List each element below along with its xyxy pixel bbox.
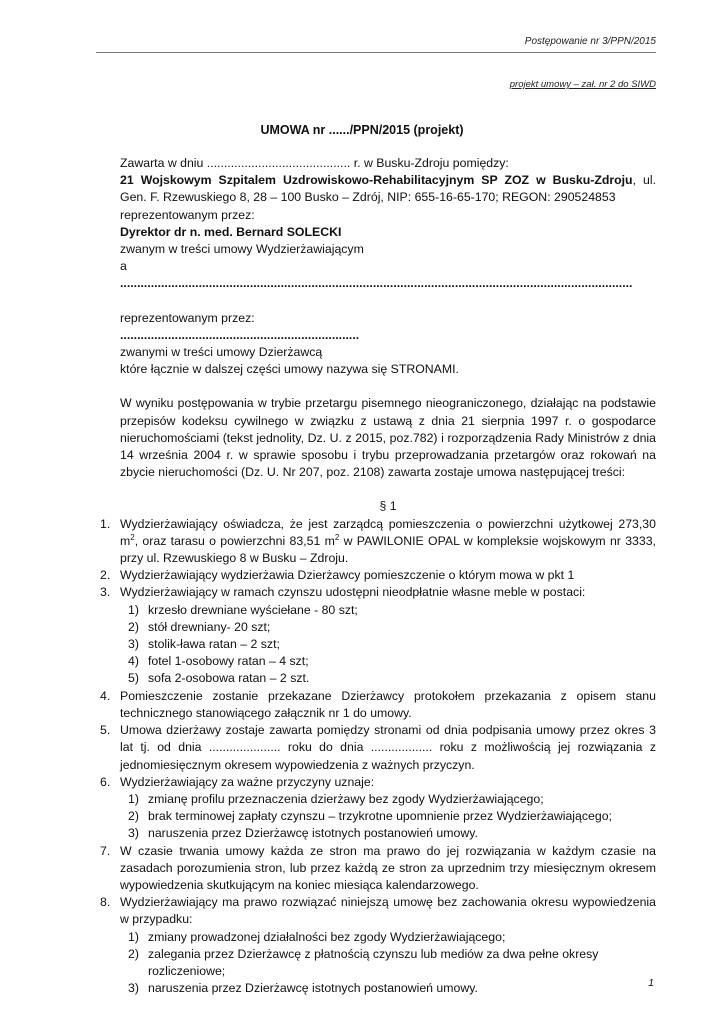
- clause-3: 3. Wydzierżawiający w ramach czynszu udostępni nieodpłatnie własne meble w postaci: 1) krzesło drewniane wyściełane - 80 szt; 2) stół drewniany- 20 szt; 3) stolik-ława ratan – 2 szt; 4) fotel 1-osobowy ratan – 4 szt; 5) sofa 2-osobowa ratan – 2 szt.: [120, 584, 656, 687]
- list-item: 3) naruszenia przez Dzierżawcę istotnych postanowień umowy.: [128, 826, 478, 841]
- list-item: 2) zalegania przez Dzierżawcę z płatnością czynszu lub mediów za dwa pełne okresy rozliczeniowe;: [128, 946, 599, 978]
- lessor-address: , ul. Gen. F. Rzewuskiego 8, 28 – 100 Busko – Zdrój, NIP: 655-16-65-170; REGON: 290524853: [120, 173, 656, 205]
- list-item: 1) zmiany prowadzonej działalności bez zgody Wydzierżawiającego;: [128, 929, 506, 944]
- lessor-name: 21 Wojskowym Szpitalem Uzdrowiskowo-Rehabilitacyjnym SP ZOZ w Busku-Zdroju: [120, 173, 633, 188]
- clause-2: 2. Wydzierżawiający wydzierżawia Dzierżawcy pomieszczenie o którym mowa w pkt 1: [100, 568, 575, 583]
- concluded-line: Zawarta w dniu .......................................... r. w Busku-Zdroju pomiędzy:: [120, 156, 509, 170]
- procedure-reference: Postępowanie nr 3/PPN/2015: [524, 36, 656, 47]
- valid-reasons-list: [120, 791, 656, 843]
- called-lessor: zwanym w treści umowy Wydzierżawiającym: [120, 242, 364, 257]
- list-item: 3) stolik-ława ratan – 2 szt;: [128, 637, 280, 652]
- clause-1: 1. Wydzierżawiający oświadcza, że jest zarządcą pomieszczenia o powierzchni użytkowej 273,30 $m^2$, oraz tarasu o powierzchni 83,51 $m^2$ w PAWILONIE OPAL w kompleksie wojskowym nr 3333, przy ul. Rzewuskiego 8 w Busku – Zdroju.: [100, 516, 656, 566]
- director-name: Dyrektor dr n. med. Bernard SOLECKI: [120, 224, 342, 239]
- header-divider: [96, 52, 656, 53]
- document-title: UMOWA nr ....../PPN/2015 (projekt): [260, 123, 464, 137]
- list-item: 5) sofa 2-osobowa ratan – 2 szt.: [128, 671, 310, 686]
- list-item: 1) zmianę profilu przeznaczenia dzierżawy bez zgody Wydzierżawiającego;: [128, 791, 544, 806]
- list-item: 2) brak terminowej zapłaty czynszu – trzykrotne upomnienie przez Wydzierżawiającego;: [128, 809, 612, 824]
- clause-8: 8. Wydzierżawiający ma prawo rozwiązać niniejszą umowę bez zachowania okresu wypowiedzenia w przypadku: 1) zmiany prowadzonej działalności bez zgody Wydzierżawiającego; 2) zalegania przez Dzierżawcę z płatnością czynszu lub mediów za dwa pełne okresy rozliczeniowe; 3) naruszenia przez Dzierżawcę istotnych postanowień umowy.: [120, 894, 656, 997]
- represented-by-lessee: reprezentowanym przez:: [120, 310, 255, 325]
- intro-paragraph: W wyniku postępowania w trybie przetargu pisemnego nieograniczonego, działając na podstawie przepisów kodeksu cywilnego w związku z ustawą z dnia 21 sierpnia 1997 r. o gospodarce nieruchomościami (tekst jednolity, Dz. U. z 2015, poz.782) i rozporządzenia Rady Ministrów z dnia 14 września 2004 r. w sprawie sposobu i trybu przeprowadzania przetargów oraz rokowań na zbycie nieruchomości (Dz. U. Nr 207, poz. 2108) zawarta zostaje umowa następującej treści:: [120, 396, 656, 480]
- list-item: 2) stół drewniany- 20 szt;: [128, 619, 271, 634]
- lessee-placeholder: ......................................................................................................................................................: [120, 276, 633, 291]
- list-item: 4) fotel 1-osobowy ratan – 4 szt;: [128, 654, 309, 669]
- termination-list: [120, 929, 656, 998]
- clause-list: [100, 516, 656, 998]
- clause-4: 4. Pomieszczenie zostanie przekazane Dzierżawcy protokołem przekazania z opisem stanu technicznego stanowiącego załącznik nr 1 do umowy.: [100, 688, 656, 720]
- and-word: a: [120, 259, 127, 274]
- called-lessee: zwanymi w treści umowy Dzierżawcą: [120, 345, 323, 360]
- clause-5: 5. Umowa dzierżawy zostaje zawarta pomiędzy stronami od dnia podpisania umowy przez okres 3 lat tj. od dnia ..................... roku do dnia .................. roku z możliwością jej rozwiązania z jednomiesięcznym okresem wypowiedzenia z ważnych przyczyn.: [100, 723, 656, 772]
- furniture-list: [120, 602, 656, 688]
- document-body: [100, 155, 656, 997]
- clause-6: 6. Wydzierżawiający za ważne przyczyny uznaje: 1) zmianę profilu przeznaczenia dzierżawy bez zgody Wydzierżawiającego; 2) brak terminowej zapłaty czynszu – trzykrotne upomnienie przez Wydzierżawiającego; 3) naruszenia przez Dzierżawcę istotnych postanowień umowy.: [120, 774, 656, 843]
- clause-7: 7. W czasie trwania umowy każda ze stron ma prawo do jej rozwiązania w każdym czasie na zasadach porozumienia stron, lub przez każdą ze stron za uprzednim trzy miesięcznym okresem wypowiedzenia skutkującym na koniec miesiąca kalendarzowego.: [100, 843, 656, 892]
- represented-by-lessor: reprezentowanym przez:: [120, 207, 255, 222]
- list-item: 3) naruszenia przez Dzierżawcę istotnych postanowień umowy.: [128, 981, 478, 996]
- attachment-note: projekt umowy – zał. nr 2 do SIWD: [509, 79, 656, 90]
- lessor-paragraph: [120, 172, 656, 206]
- together-line: które łącznie w dalszej części umowy nazywa się STRONAMI.: [120, 362, 459, 377]
- list-item: 1) krzesło drewniane wyściełane - 80 szt;: [128, 602, 358, 617]
- section-mark: § 1: [379, 499, 397, 514]
- page-number: 1: [648, 977, 654, 989]
- representative-placeholder: ......................................................................: [120, 327, 360, 342]
